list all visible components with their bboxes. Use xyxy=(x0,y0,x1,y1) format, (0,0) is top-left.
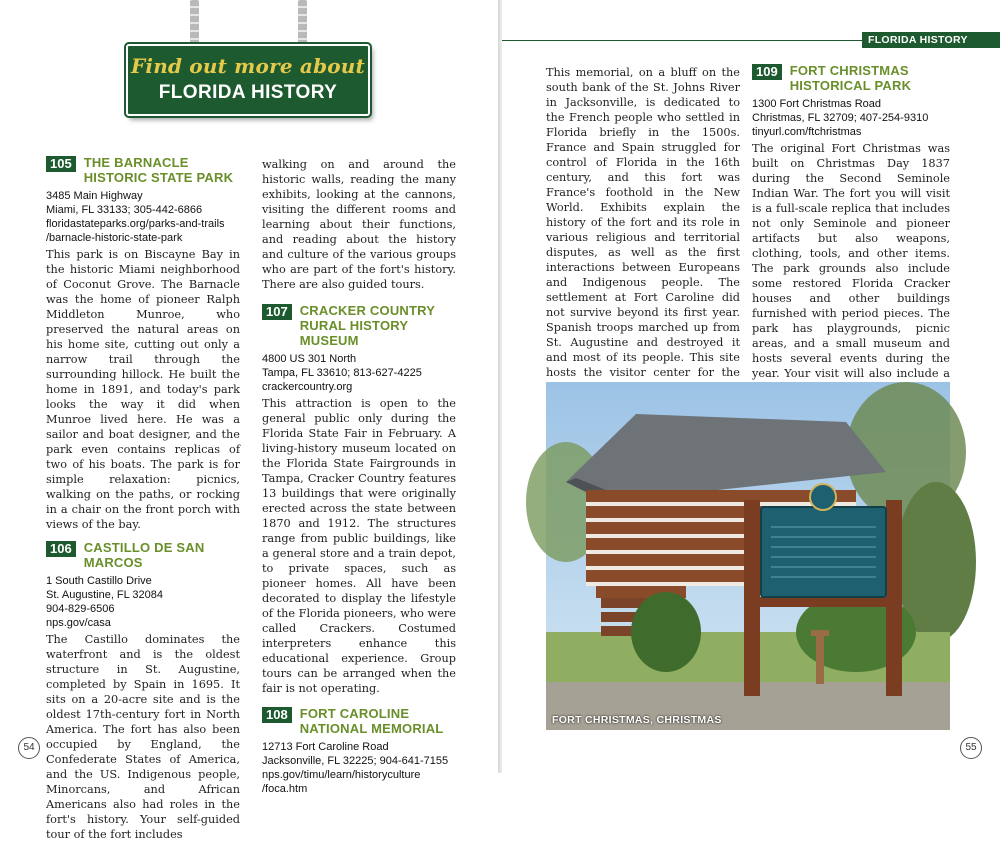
section-rule xyxy=(502,40,862,41)
entry-109 xyxy=(752,63,950,411)
entry-title: THE BARNACLE HISTORIC STATE PARK xyxy=(83,155,234,185)
entry-link[interactable]: nps.gov/casa xyxy=(46,617,111,629)
sign-chain-right xyxy=(298,0,307,48)
page-number-left: 54 xyxy=(18,737,40,759)
entry-107 xyxy=(262,303,456,696)
entry-title: FORT CAROLINE NATIONAL MEMORIAL xyxy=(299,706,444,736)
section-sign xyxy=(126,44,370,116)
right-page xyxy=(502,0,1000,773)
right-column-1 xyxy=(546,63,740,425)
entry-link[interactable]: crackercountry.org xyxy=(262,381,353,393)
left-column-2 xyxy=(262,155,456,796)
entry-body: The Castillo dominates the waterfront and is the oldest structure in St. Augustine, completed by Spain in 1695. It sits on a 20-acre site and is the oldest 17th-century fort in North America. The fort has also been occupied by England, the Confederate States of America, and the US. Indigenous people, Minorcans, and African Americans also had roles in the fort's history. Your self-guided tour of the fort includes xyxy=(46,633,240,841)
entry-address: Christmas, FL 32709; 407-254-9310 xyxy=(752,112,929,124)
entry-105 xyxy=(46,155,240,532)
page-number-right: 55 xyxy=(960,737,982,759)
entry-address: Tampa, FL 33610; 813-627-4225 xyxy=(262,367,422,379)
entry-number: 108 xyxy=(262,707,292,723)
entry-address: 1300 Fort Christmas Road xyxy=(752,98,881,110)
entry-title: CRACKER COUNTRY RURAL HISTORY MUSEUM xyxy=(299,303,435,348)
entry-106 xyxy=(46,540,240,842)
entry-body-continued: This memorial, on a bluff on the south bank of the St. Johns River in Jacksonville, is dedicated to the French people who settled in Florida briefly in the 1500s. France and Spain struggled for control of Florida in the 16th century, and this fort was France's foothold in the New World. Exhibits explain the history of the fort and its role in various religious and territorial disputes, as well as the first interactions between Europeans and Indigenous people. The settlement at Fort Caroline did not survive beyond its first year. Spanish troops marched up from St. Augustine and destroyed it and most of its people. This site hosts the visitor center for the xyxy=(546,66,740,379)
entry-address: 12713 Fort Caroline Road xyxy=(262,741,389,753)
entry-number: 105 xyxy=(46,156,76,172)
entry-body: This park is on Biscayne Bay in the historic Miami neighborhood of Coconut Grove. The Barnacle was the home of pioneer Ralph Middleton Munroe, who preserved the natural areas on his home site, cutting out only a narrow trail through the surrounding hillock. He built the home in 1891, and today's park looks the way it did when Munroe lived here. He was a sailor and boat designer, and the park even contains replicas of two of his boats. The park is for simple relaxation: picnics, walking on the paths, or rocking in a chair on the front porch with views of the bay. xyxy=(46,248,240,531)
section-tab: FLORIDA HISTORY xyxy=(862,32,1000,48)
entry-link[interactable]: nps.gov/timu/learn/historyculture xyxy=(262,769,421,781)
entry-link[interactable]: floridastateparks.org/parks-and-trails xyxy=(46,218,225,230)
entry-body: This attraction is open to the general public only during the Florida State Fair in February. A living-history museum located on the Florida State Fairgrounds in Tampa, Cracker Country features 13 buildings that were originally erected across the state between 1870 and 1912. The structures range from public buildings, like a general store and a train depot, to private spaces, such as pioneer homes. All have been decorated to display the lifestyle of the Florida pioneers, who were called Crackers. Costumed interpreters enhance this educational experience. Group tours can be arranged when the fair is not operating. xyxy=(262,397,456,695)
entry-address: 4800 US 301 North xyxy=(262,353,357,365)
sign-chain-left xyxy=(190,0,199,48)
entry-link[interactable]: tinyurl.com/ftchristmas xyxy=(752,126,862,138)
entry-address: 904-829-6506 xyxy=(46,603,115,615)
entry-108 xyxy=(262,706,456,796)
entry-title: CASTILLO DE SAN MARCOS xyxy=(83,540,205,570)
entry-number: 107 xyxy=(262,304,292,320)
entry-title: FORT CHRISTMAS HISTORICAL PARK xyxy=(789,63,912,93)
fort-christmas-photo xyxy=(546,382,950,730)
sign-line2: FLORIDA HISTORY xyxy=(158,82,338,103)
entry-link[interactable]: /barnacle-historic-state-park xyxy=(46,232,183,244)
entry-link[interactable]: /foca.htm xyxy=(262,783,308,795)
entry-number: 109 xyxy=(752,64,782,80)
entry-number: 106 xyxy=(46,541,76,557)
sign-line1: Find out more about xyxy=(131,54,365,78)
entry-body-continued: walking on and around the historic walls, reading the many exhibits, looking at the cannons, visiting the different rooms and learning about their functions, and reading about the history and culture of the various groups who are part of the fort's history. There are also guided tours. xyxy=(262,158,456,291)
entry-address: St. Augustine, FL 32084 xyxy=(46,589,164,601)
left-column-1 xyxy=(46,155,240,842)
fort-photo-illustration xyxy=(546,382,950,730)
photo-caption: FORT CHRISTMAS, CHRISTMAS xyxy=(552,714,722,726)
entry-address: 1 South Castillo Drive xyxy=(46,575,152,587)
entry-body: The original Fort Christmas was built on Christmas Day 1837 during the Second Seminole Indian War. The fort you will visit is a full-scale replica that includes not only Seminole and pioneer artifacts but also weapons, clothing, tools, and other items. The park grounds also include some restored Florida Cracker houses and other buildings furnished with period pieces. The park has playgrounds, picnic areas, and a small museum and hosts several events during the year. Your visit will also include a xyxy=(752,142,950,380)
right-column-2 xyxy=(752,63,950,411)
entry-address: Miami, FL 33133; 305-442-6866 xyxy=(46,204,203,216)
entry-address: 3485 Main Highway xyxy=(46,190,143,202)
entry-address: Jacksonville, FL 32225; 904-641-7155 xyxy=(262,755,449,767)
left-page xyxy=(0,0,498,841)
